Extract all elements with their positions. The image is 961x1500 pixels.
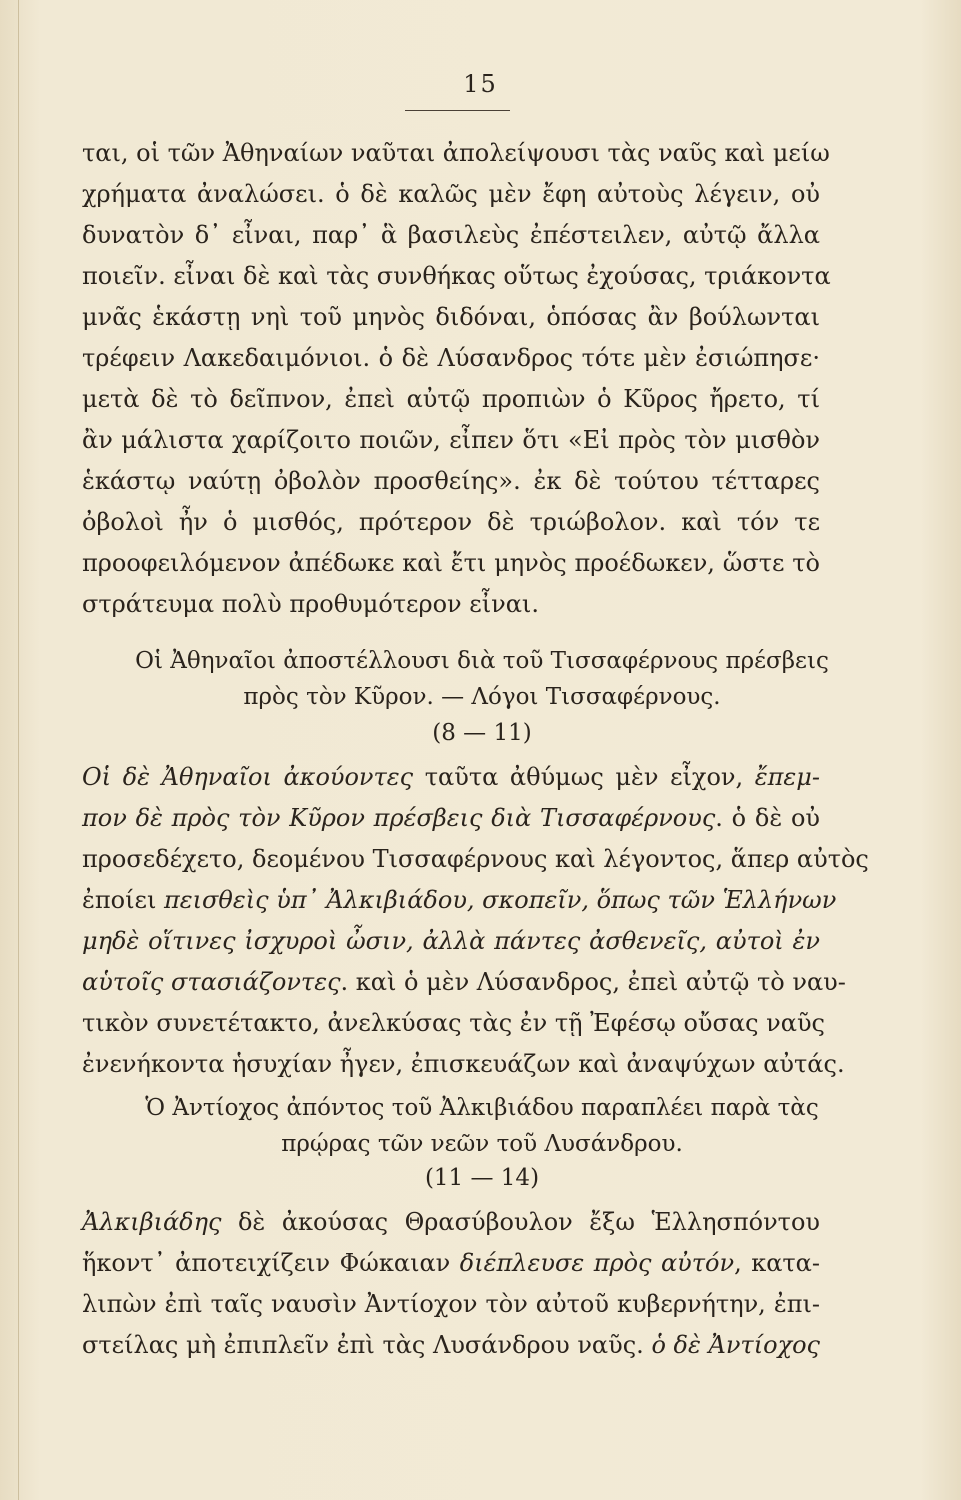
- header-rule: [405, 110, 510, 111]
- text-line: μετὰ δὲ τὸ δεῖπνον, ἐπεὶ αὐτῷ προπιὼν ὁ Κῦρος ἤρετο, τί: [82, 385, 820, 413]
- paragraph-1: [82, 133, 831, 625]
- section-heading-line: πρὸς τὸν Κῦρον. — Λόγοι Τισσαφέρνους.: [243, 684, 721, 710]
- text-line: ἑκάστῳ ναύτῃ ὀβολὸν προσθείης». ἐκ δὲ τούτου τέτταρες: [82, 467, 820, 495]
- section-heading-2: [82, 1090, 882, 1162]
- text-line: ἥκοντ᾽ ἀποτειχίζειν Φώκαιαν διέπλευσε πρὸς αὐτόν, κατα-: [82, 1249, 820, 1277]
- page-edge-line: [18, 0, 19, 1500]
- text-line: στράτευμα πολὺ προθυμότερον εἶναι.: [82, 590, 539, 618]
- section-heading-line: πρῴρας τῶν νεῶν τοῦ Λυσάνδρου.: [281, 1131, 683, 1157]
- text-line: ἐνενήκοντα ἡσυχίαν ἦγεν, ἐπισκευάζων καὶ ἀναψύχων αὐτάς.: [82, 1050, 845, 1078]
- text-line: ποιεῖν. εἶναι δὲ καὶ τὰς συνθήκας οὕτως ἐχούσας, τριάκοντα: [82, 262, 831, 290]
- page-number: 15: [463, 70, 498, 98]
- text-line: αὑτοῖς στασιάζοντες. καὶ ὁ μὲν Λύσανδρος, ἐπεὶ αὐτῷ τὸ ναυ-: [82, 968, 846, 996]
- text-line: μνᾶς ἑκάστῃ νηὶ τοῦ μηνὸς διδόναι, ὁπόσας ἂν βούλωνται: [82, 303, 820, 331]
- text-line: στείλας μὴ ἐπιπλεῖν ἐπὶ τὰς Λυσάνδρου ναῦς. ὁ δὲ Ἀντίοχος: [82, 1331, 821, 1359]
- section-heading-line: Ὁ Ἀντίοχος ἀπόντος τοῦ Ἀλκιβιάδου παραπλέει παρὰ τὰς: [145, 1095, 819, 1121]
- text-line: μηδὲ οἵτινες ἰσχυροὶ ὦσιν, ἀλλὰ πάντες ἀσθενεῖς, αὐτοὶ ἐν: [82, 927, 820, 955]
- text-line: δυνατὸν δ᾽ εἶναι, παρ᾽ ἃ βασιλεὺς ἐπέστειλεν, αὐτῷ ἄλλα: [82, 221, 820, 249]
- section-heading-line: Οἱ Ἀθηναῖοι ἀποστέλλουσι διὰ τοῦ Τισσαφέρνους πρέσβεις: [135, 648, 829, 674]
- text-line: Οἱ δὲ Ἀθηναῖοι ἀκούοντες ταῦτα ἀθύμως μὲν εἶχον, ἔπεμ-: [82, 763, 820, 791]
- text-line: πον δὲ πρὸς τὸν Κῦρον πρέσβεις διὰ Τισσαφέρνους. ὁ δὲ οὐ: [82, 804, 820, 832]
- paragraph-2: [82, 757, 869, 1085]
- text-line: ἐποίει πεισθεὶς ὑπ᾽ Ἀλκιβιάδου, σκοπεῖν, ὅπως τῶν Ἑλλήνων: [82, 886, 837, 914]
- text-line: τικὸν συνετέτακτο, ἀνελκύσας τὰς ἐν τῇ Ἐφέσῳ οὔσας ναῦς: [82, 1009, 825, 1037]
- section-range-2: (11 — 14): [424, 1165, 540, 1191]
- paragraph-3: [82, 1202, 820, 1366]
- text-line: προσεδέχετο, δεομένου Τισσαφέρνους καὶ λέγοντος, ἅπερ αὐτὸς: [82, 845, 869, 873]
- text-line: Ἀλκιβιάδης δὲ ἀκούσας Θρασύβουλον ἔξω Ἑλλησπόντου: [82, 1208, 820, 1236]
- text-line: προοφειλόμενον ἀπέδωκε καὶ ἔτι μηνὸς προέδωκεν, ὥστε τὸ: [82, 549, 820, 577]
- text-line: ται, οἱ τῶν Ἀθηναίων ναῦται ἀπολείψουσι τὰς ναῦς καὶ μείω: [82, 139, 830, 167]
- text-line: ὀβολοὶ ἦν ὁ μισθός, πρότερον δὲ τριώβολον. καὶ τόν τε: [82, 508, 820, 536]
- section-range-1: (8 — 11): [432, 720, 532, 746]
- text-line: λιπὼν ἐπὶ ταῖς ναυσὶν Ἀντίοχον τὸν αὐτοῦ κυβερνήτην, ἐπι-: [82, 1290, 820, 1318]
- text-line: ἂν μάλιστα χαρίζοιτο ποιῶν, εἶπεν ὅτι «Εἰ πρὸς τὸν μισθὸν: [82, 426, 820, 454]
- section-heading-1: [82, 643, 882, 715]
- text-line: τρέφειν Λακεδαιμόνιοι. ὁ δὲ Λύσανδρος τότε μὲν ἐσιώπησε·: [82, 344, 820, 372]
- text-line: χρήματα ἀναλώσει. ὁ δὲ καλῶς μὲν ἔφη αὐτοὺς λέγειν, οὐ: [82, 180, 820, 208]
